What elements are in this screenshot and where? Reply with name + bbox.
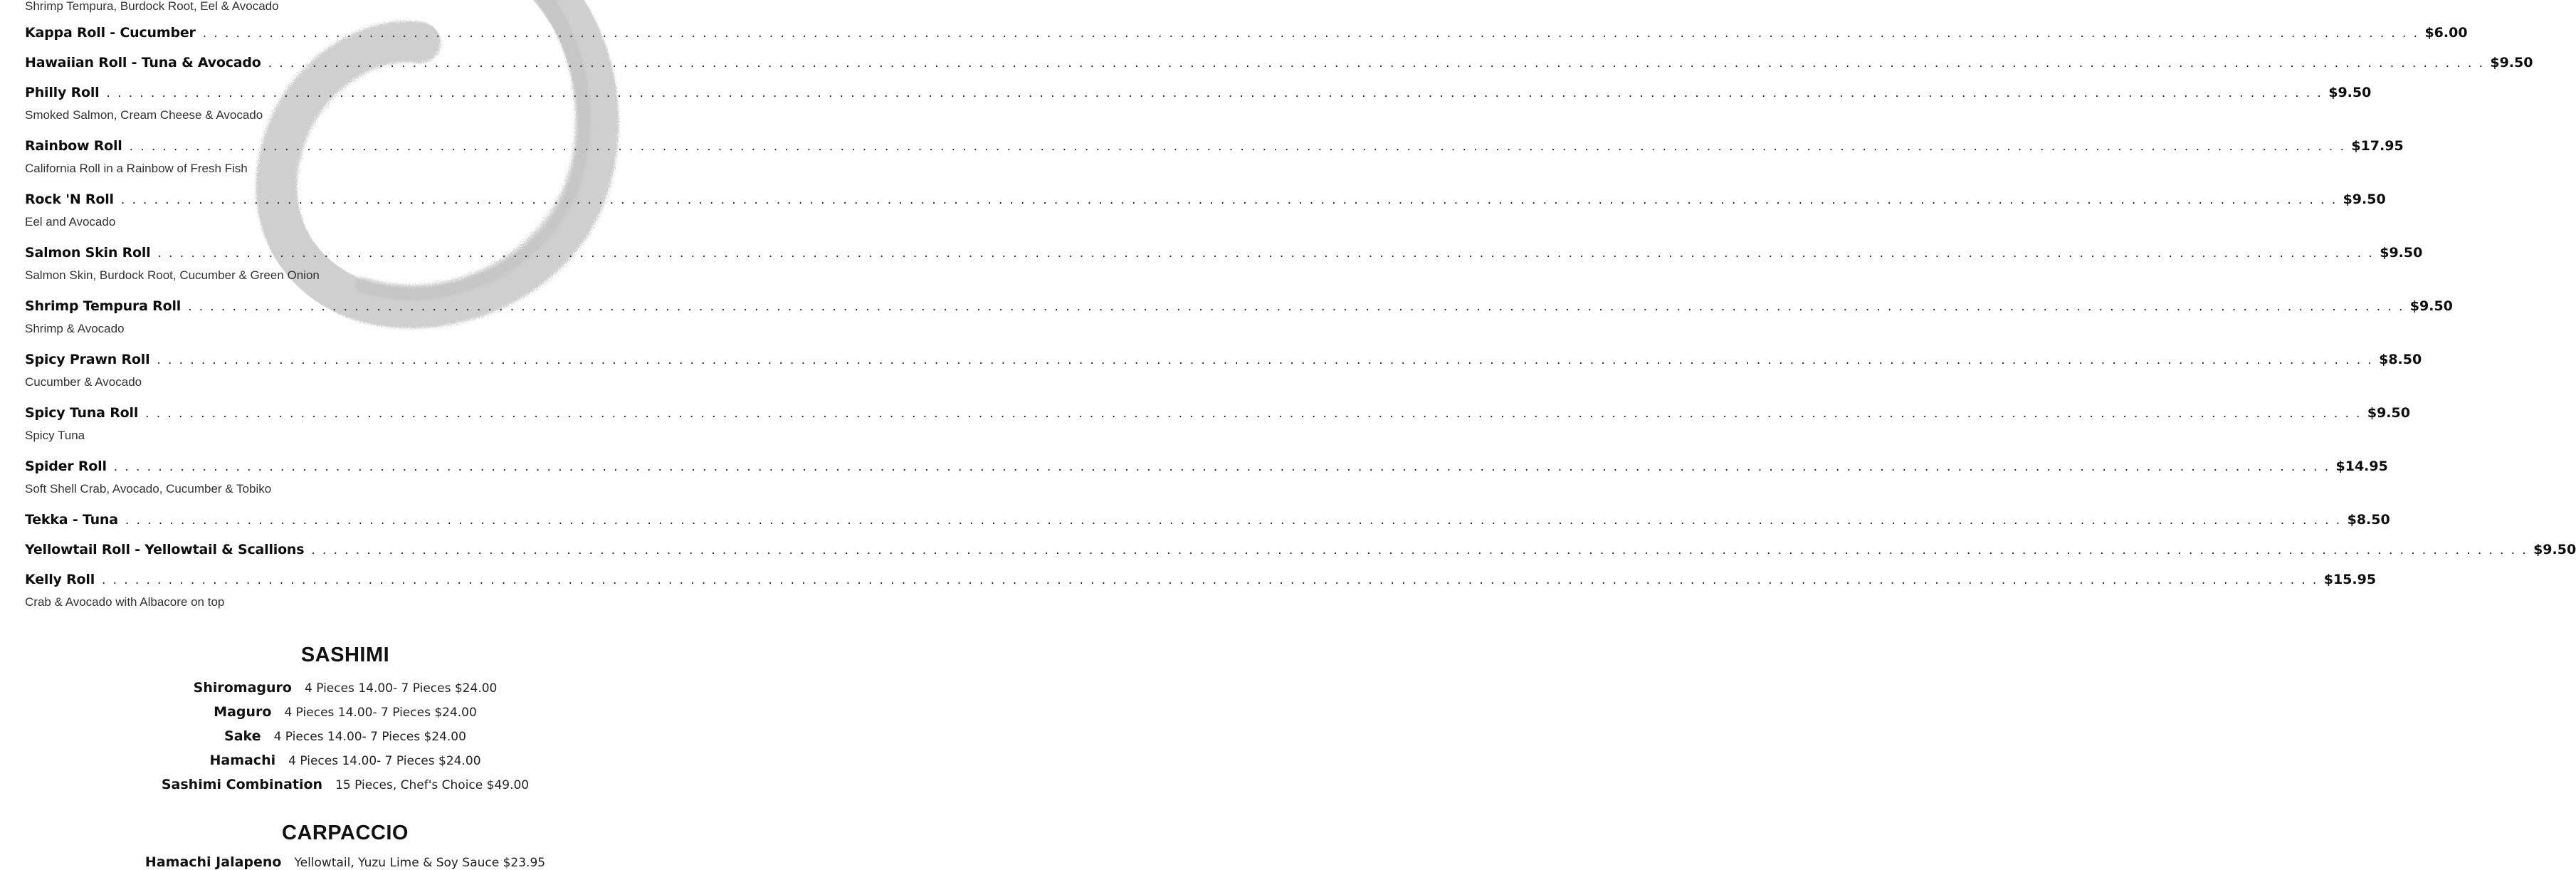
dot-leader: . . . . . . . . . . . . . . . . . . . . . . . . . . . . . . . . . . . . . . . . . . . . . . . . . . . . . . . . . . . . . . . . . . . . . . . . . . . . . . . . . . . . . . . . . . . . . . . . . . . . . . . . . . . . . . . . . . . . . . . . . . . . . . . . . . . . . . . . . . . . . . . . . . . . . . . . . . . . . . . . . . . . . . . . . . . . . . . . . . . . . . . . . . . . . . . . . . . . . . . . — [106, 86, 2323, 100]
menu-item-name: Spider Roll — [25, 458, 107, 474]
menu-item-name: Rock 'N Roll — [25, 192, 114, 207]
menu-item-name: Shrimp Tempura Roll — [25, 298, 182, 314]
dot-leader: . . . . . . . . . . . . . . . . . . . . . . . . . . . . . . . . . . . . . . . . . . . . . . . . . . . . . . . . . . . . . . . . . . . . . . . . . . . . . . . . . . . . . . . . . . . . . . . . . . . . . . . . . . . . . . . . . . . . . . . . . . . . . . . . . . . . . . . . . . . . . . . . . . . . . . . . . . . . . . . . . . . . . . . . . . . . . . . . . . . . . . . . . . . . . . . . . . . . . . . . — [157, 246, 2375, 261]
sashimi-item-row — [0, 777, 690, 792]
menu-item-description: Eel and Avocado — [25, 215, 116, 229]
menu-item-price: $14.95 — [2335, 458, 2388, 474]
dot-leader: . . . . . . . . . . . . . . . . . . . . . . . . . . . . . . . . . . . . . . . . . . . . . . . . . . . . . . . . . . . . . . . . . . . . . . . . . . . . . . . . . . . . . . . . . . . . . . . . . . . . . . . . . . . . . . . . . . . . . . . . . . . . . . . . . . . . . . . . . . . . . . . . . . . . . . . . . . . . . . . . . . . . . . . . . . . . . . . . . . . . . . . . . . . . . . . . . . . . . . . . — [120, 193, 2338, 207]
menu-item-description: Soft Shell Crab, Avocado, Cucumber & Tobiko — [25, 482, 272, 496]
sashimi-item-detail: 4 Pieces 14.00- 7 Pieces $24.00 — [288, 754, 481, 768]
sashimi-item-name: Sake — [224, 728, 261, 744]
menu-item-row — [25, 192, 2386, 213]
carpaccio-item-row — [0, 854, 690, 870]
dot-leader: . . . . . . . . . . . . . . . . . . . . . . . . . . . . . . . . . . . . . . . . . . . . . . . . . . . . . . . . . . . . . . . . . . . . . . . . . . . . . . . . . . . . . . . . . . . . . . . . . . . . . . . . . . . . . . . . . . . . . . . . . . . . . . . . . . . . . . . . . . . . . . . . . . . . . . . . . . . . . . . . . . . . . . . . . . . . . . . . . . . . . . . . . . . . . . . . . . . . . . . . — [157, 353, 2374, 367]
menu-item-name: Yellowtail Roll - Yellowtail & Scallions — [25, 542, 305, 557]
menu-item-description: Salmon Skin, Burdock Root, Cucumber & Green Onion — [25, 268, 320, 282]
menu-item-description: Crab & Avocado with Albacore on top — [25, 595, 225, 609]
enso-watermark — [214, 0, 612, 342]
sashimi-item-detail: 4 Pieces 14.00- 7 Pieces $24.00 — [304, 681, 498, 696]
carpaccio-item-name: Hamachi Jalapeno — [144, 854, 282, 870]
menu-item-name: Spicy Prawn Roll — [25, 352, 150, 367]
menu-item-price: $17.95 — [2351, 138, 2404, 154]
menu-item-row — [25, 352, 2422, 373]
menu-item-row — [25, 542, 2576, 563]
menu-item-description: Smoked Salmon, Cream Cheese & Avocado — [25, 108, 263, 122]
menu-item-name: Tekka - Tuna — [25, 512, 118, 528]
menu-item-name: Salmon Skin Roll — [25, 245, 151, 261]
menu-item-price: $8.50 — [2379, 352, 2422, 367]
sashimi-item-name: Maguro — [214, 704, 272, 720]
sashimi-item-row — [0, 680, 690, 696]
menu-item-row — [25, 458, 2388, 480]
menu-item-row — [25, 25, 2468, 46]
menu-item-row — [25, 138, 2404, 159]
sashimi-item-name: Hamachi — [209, 753, 276, 768]
sashimi-item-name: Sashimi Combination — [161, 777, 323, 792]
dot-leader: . . . . . . . . . . . . . . . . . . . . . . . . . . . . . . . . . . . . . . . . . . . . . . . . . . . . . . . . . . . . . . . . . . . . . . . . . . . . . . . . . . . . . . . . . . . . . . . . . . . . . . . . . . . . . . . . . . . . . . . . . . . . . . . . . . . . . . . . . . . . . . . . . . . . . . . . . . . . . . . . . . . . . . . . . . . . . . . . . . . . . . . . . . . . . . . . . . . . . . . . — [268, 56, 2485, 70]
menu-item-price: $9.50 — [2409, 298, 2453, 314]
menu-item-price: $15.95 — [2323, 572, 2377, 587]
menu-item-price: $9.50 — [2380, 245, 2423, 261]
menu-item-name: Kelly Roll — [25, 572, 95, 587]
menu-item-name: Kappa Roll - Cucumber — [25, 25, 196, 41]
partial-item-description: Shrimp Tempura, Burdock Root, Eel & Avocado — [25, 0, 279, 13]
menu-item-description: Shrimp & Avocado — [25, 322, 125, 335]
menu-item-row — [25, 405, 2410, 426]
sashimi-item-detail: 15 Pieces, Chef's Choice $49.00 — [335, 778, 530, 792]
menu-item-price: $9.50 — [2328, 85, 2372, 100]
sashimi-item-row — [0, 704, 690, 720]
dot-leader: . . . . . . . . . . . . . . . . . . . . . . . . . . . . . . . . . . . . . . . . . . . . . . . . . . . . . . . . . . . . . . . . . . . . . . . . . . . . . . . . . . . . . . . . . . . . . . . . . . . . . . . . . . . . . . . . . . . . . . . . . . . . . . . . . . . . . . . . . . . . . . . . . . . . . . . . . . . . . . . . . . . . . . . . . . . . . . . . . . . . . . . . . . . . . . . . . . . . . . . . — [102, 573, 2318, 587]
sashimi-item-name: Shiromaguro — [193, 680, 292, 696]
menu-item-price: $9.50 — [2343, 192, 2386, 207]
dot-leader: . . . . . . . . . . . . . . . . . . . . . . . . . . . . . . . . . . . . . . . . . . . . . . . . . . . . . . . . . . . . . . . . . . . . . . . . . . . . . . . . . . . . . . . . . . . . . . . . . . . . . . . . . . . . . . . . . . . . . . . . . . . . . . . . . . . . . . . . . . . . . . . . . . . . . . . . . . . . . . . . . . . . . . . . . . . . . . . . . . . . . . . . . . . . . . . . . . . . . . . . — [145, 407, 2362, 421]
menu-item-name: Philly Roll — [25, 85, 100, 100]
menu-item-price: $8.50 — [2347, 512, 2390, 528]
dot-leader: . . . . . . . . . . . . . . . . . . . . . . . . . . . . . . . . . . . . . . . . . . . . . . . . . . . . . . . . . . . . . . . . . . . . . . . . . . . . . . . . . . . . . . . . . . . . . . . . . . . . . . . . . . . . . . . . . . . . . . . . . . . . . . . . . . . . . . . . . . . . . . . . . . . . . . . . . . . . . . . . . . . . . . . . . . . . . . . . . . . . . . . . . . . . . . . . . . . . . . . . — [202, 26, 2419, 41]
menu-item-row — [25, 245, 2423, 266]
menu-item-price: $9.50 — [2367, 405, 2410, 421]
menu-item-description: Spicy Tuna — [25, 429, 85, 442]
dot-leader: . . . . . . . . . . . . . . . . . . . . . . . . . . . . . . . . . . . . . . . . . . . . . . . . . . . . . . . . . . . . . . . . . . . . . . . . . . . . . . . . . . . . . . . . . . . . . . . . . . . . . . . . . . . . . . . . . . . . . . . . . . . . . . . . . . . . . . . . . . . . . . . . . . . . . . . . . . . . . . . . . . . . . . . . . . . . . . . . . . . . . . . . . . . . . . . . . . . . . . . . — [113, 460, 2330, 474]
menu-item-row — [25, 572, 2377, 593]
sashimi-item-detail: 4 Pieces 14.00- 7 Pieces $24.00 — [284, 706, 477, 720]
menu-item-row — [25, 55, 2533, 76]
menu-item-row — [25, 85, 2372, 106]
sashimi-section-title: SASHIMI — [300, 644, 390, 666]
dot-leader: . . . . . . . . . . . . . . . . . . . . . . . . . . . . . . . . . . . . . . . . . . . . . . . . . . . . . . . . . . . . . . . . . . . . . . . . . . . . . . . . . . . . . . . . . . . . . . . . . . . . . . . . . . . . . . . . . . . . . . . . . . . . . . . . . . . . . . . . . . . . . . . . . . . . . . . . . . . . . . . . . . . . . . . . . . . . . . . . . . . . . . . . . . . . . . . . . . . . . . . . — [125, 513, 2342, 528]
menu-item-name: Hawaiian Roll - Tuna & Avocado — [25, 55, 261, 70]
menu-item-price: $9.50 — [2533, 542, 2576, 557]
menu-item-price: $6.00 — [2424, 25, 2468, 41]
sashimi-item-row — [0, 753, 690, 768]
sashimi-item-detail: 4 Pieces 14.00- 7 Pieces $24.00 — [273, 730, 466, 744]
menu-item-name: Rainbow Roll — [25, 138, 122, 154]
menu-item-description: California Roll in a Rainbow of Fresh Fish — [25, 162, 248, 175]
menu-item-name: Spicy Tuna Roll — [25, 405, 139, 421]
dot-leader: . . . . . . . . . . . . . . . . . . . . . . . . . . . . . . . . . . . . . . . . . . . . . . . . . . . . . . . . . . . . . . . . . . . . . . . . . . . . . . . . . . . . . . . . . . . . . . . . . . . . . . . . . . . . . . . . . . . . . . . . . . . . . . . . . . . . . . . . . . . . . . . . . . . . . . . . . . . . . . . . . . . . . . . . . . . . . . . . . . . . . . . . . . . . . . . . . . . . . . . . — [188, 300, 2404, 314]
menu-item-row — [25, 512, 2390, 533]
menu-item-description: Cucumber & Avocado — [25, 375, 142, 389]
menu-item-row — [25, 298, 2453, 320]
sashimi-item-row — [0, 728, 690, 744]
dot-leader: . . . . . . . . . . . . . . . . . . . . . . . . . . . . . . . . . . . . . . . . . . . . . . . . . . . . . . . . . . . . . . . . . . . . . . . . . . . . . . . . . . . . . . . . . . . . . . . . . . . . . . . . . . . . . . . . . . . . . . . . . . . . . . . . . . . . . . . . . . . . . . . . . . . . . . . . . . . . . . . . . . . . . . . . . . . . . . . . . . . . . . . . . . . . . . . . . . . . . . . . — [311, 543, 2528, 557]
carpaccio-item-detail: Yellowtail, Yuzu Lime & Soy Sauce $23.95 — [294, 856, 546, 870]
menu-item-price: $9.50 — [2490, 55, 2533, 70]
carpaccio-section-title: CARPACCIO — [282, 822, 409, 844]
dot-leader: . . . . . . . . . . . . . . . . . . . . . . . . . . . . . . . . . . . . . . . . . . . . . . . . . . . . . . . . . . . . . . . . . . . . . . . . . . . . . . . . . . . . . . . . . . . . . . . . . . . . . . . . . . . . . . . . . . . . . . . . . . . . . . . . . . . . . . . . . . . . . . . . . . . . . . . . . . . . . . . . . . . . . . . . . . . . . . . . . . . . . . . . . . . . . . . . . . . . . . . . — [129, 140, 2346, 154]
